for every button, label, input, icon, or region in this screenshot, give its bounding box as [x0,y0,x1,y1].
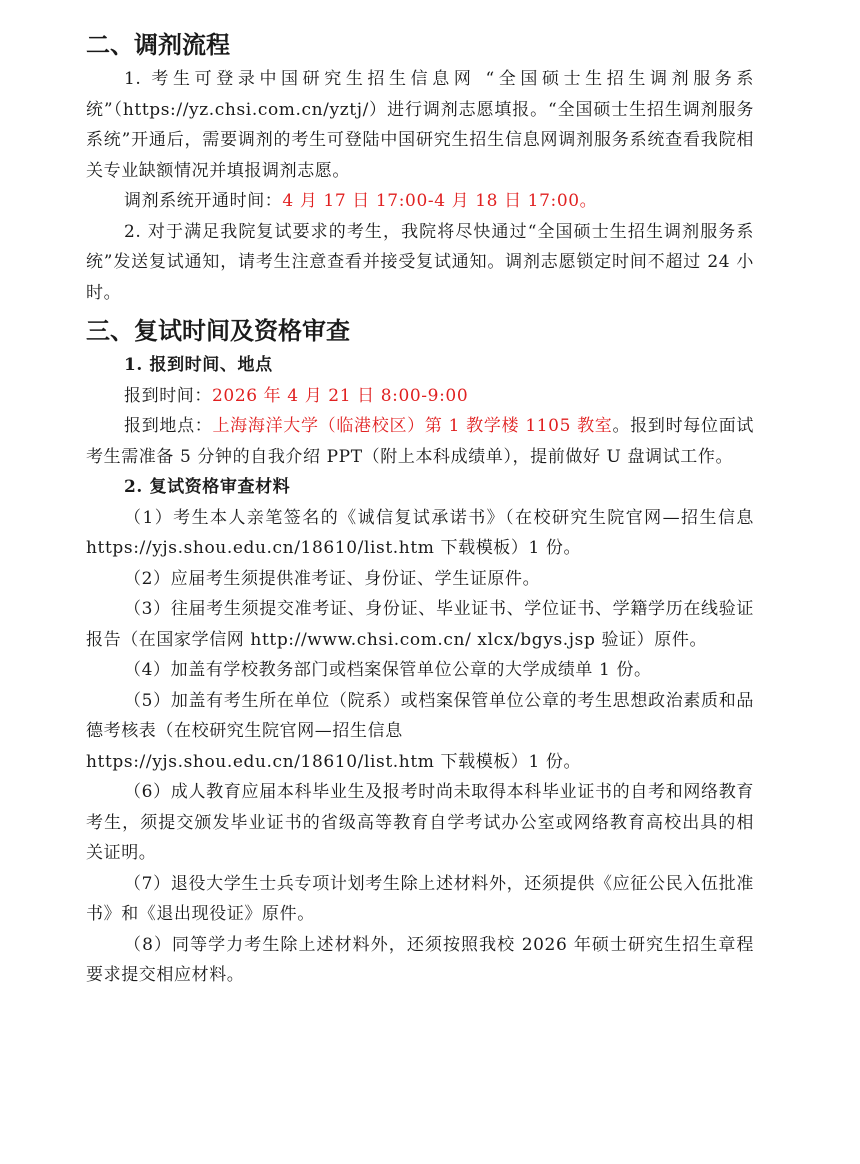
report-place-note: 。报到时每位面试考生需准备 5 分钟的自我介绍 PPT（附上本科成绩单），提前做好 U 盘调试工作。 [86,416,754,467]
material-item-2: （2）应届考生须提供准考证、身份证、学生证原件。 [124,568,541,589]
paragraph-report-place [86,411,754,472]
material-item-8: （8）同等学力考生除上述材料外，还须按照我校 2026 年硕士研究生招生章程要求提交相应材料。 [86,934,754,985]
section-heading-adjustment-process: 二、调剂流程 [86,31,230,59]
material-item-7: （7）退役大学生士兵专项计划考生除上述材料外，还须提供《应征公民入伍批准书》和《退出现役证》原件。 [86,873,754,924]
material-item-1: （1）考生本人亲笔签名的《诚信复试承诺书》（在校研究生院官网—招生信息 https://yjs.shou.edu.cn/18610/list.htm 下载模板）1 份。 [86,507,754,558]
material-item-6: （6）成人教育应届本科毕业生及报考时尚未取得本科毕业证书的自考和网络教育考生，须提交颁发毕业证书的省级高等教育自学考试办公室或网络教育高校出具的相关证明。 [86,782,754,863]
subheading-qualification-materials: 2. 复试资格审查材料 [124,477,291,497]
material-item-5-link-line: https://yjs.shou.edu.cn/18610/list.htm 下载模板）1 份。 [86,751,582,772]
report-time-value: 2026 年 4 月 21 日 8:00-9:00 [212,385,469,406]
report-time-label: 报到时间： [124,385,212,406]
material-item-5: （5）加盖有考生所在单位（院系）或档案保管单位公章的考生思想政治素质和品德考核表（在校研究生院官网—招生信息 [86,690,754,741]
section-heading-retest-time-qualification: 三、复试时间及资格审查 [86,317,350,345]
system-open-time-value: 4 月 17 日 17:00-4 月 18 日 17:00。 [282,191,598,211]
paragraph-adjustment-step-1: 1. 考生可登录中国研究生招生信息网 “全国硕士生招生调剂服务系统”（https://yz.chsi.com.cn/yztj/）进行调剂志愿填报。“全国硕士生招生调剂服务系统”开通后，需要调剂的考生可登陆中国研究生招生信息网调剂服务系统查看我院相关专业缺额情况并填报调剂志愿。 [86,69,754,181]
report-place-label: 报到地点： [124,416,213,436]
paragraph-report-time [86,381,754,412]
paragraph-adjustment-step-2: 2. 对于满足我院复试要求的考生，我院将尽快通过“全国硕士生招生调剂服务系统”发送复试通知，请考生注意查看并接受复试通知。调剂志愿锁定时间不超过 24 小时。 [86,221,754,303]
report-place-value: 上海海洋大学（临港校区）第 1 教学楼 1105 教室 [212,416,613,436]
material-item-4: （4）加盖有学校教务部门或档案保管单位公章的大学成绩单 1 份。 [124,660,652,680]
system-open-time-label: 调剂系统开通时间： [124,191,283,211]
subheading-report-time-place: 1. 报到时间、地点 [124,355,273,375]
material-item-3: （3）往届考生须提交准考证、身份证、毕业证书、学位证书、学籍学历在线验证报告（在国家学信网 http://www.chsi.com.cn/ xlcx/bgys.jsp 验证）原件。 [86,599,754,650]
document-page [86,26,754,991]
paragraph-system-open-time [86,186,754,217]
